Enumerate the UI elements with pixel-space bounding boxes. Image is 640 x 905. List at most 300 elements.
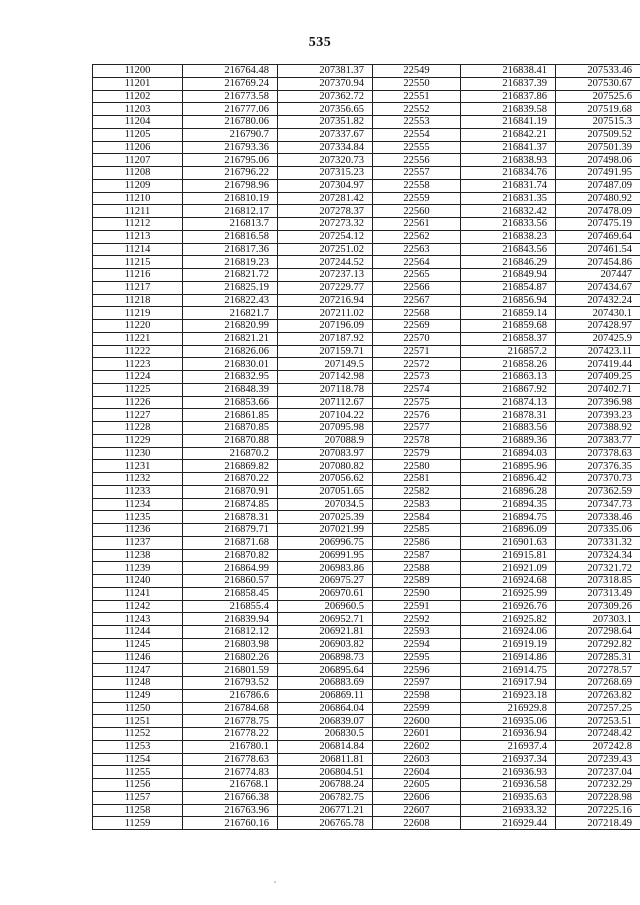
- table-cell: 207370.94: [278, 77, 373, 90]
- table-cell: 22576: [373, 409, 461, 422]
- table-cell: 207334.84: [278, 141, 373, 154]
- table-cell: 11247: [93, 664, 183, 677]
- scan-speck: [274, 881, 276, 883]
- table-cell: 216914.86: [461, 651, 556, 664]
- table-cell: 22557: [373, 167, 461, 180]
- table-cell: 216936.94: [461, 728, 556, 741]
- table-cell: 22563: [373, 243, 461, 256]
- table-cell: 216793.52: [183, 677, 278, 690]
- table-row: [93, 192, 640, 205]
- table-cell: 207335.06: [556, 524, 640, 537]
- table-row: [93, 167, 640, 180]
- table-cell: 216924.06: [461, 626, 556, 639]
- table-cell: 207251.02: [278, 243, 373, 256]
- table-cell: 207425.9: [556, 332, 640, 345]
- table-cell: 22574: [373, 383, 461, 396]
- table-cell: 216760.16: [183, 817, 278, 830]
- table-cell: 216810.19: [183, 192, 278, 205]
- table-cell: 216914.75: [461, 664, 556, 677]
- table-cell: 216870.91: [183, 485, 278, 498]
- table-cell: 206782.75: [278, 791, 373, 804]
- table-cell: 216857.2: [461, 345, 556, 358]
- table-cell: 207278.37: [278, 205, 373, 218]
- table-cell: 11210: [93, 192, 183, 205]
- table-cell: 216859.14: [461, 307, 556, 320]
- table-cell: 207396.98: [556, 396, 640, 409]
- table-cell: 216859.68: [461, 320, 556, 333]
- table-row: [93, 817, 640, 830]
- table-cell: 216801.59: [183, 664, 278, 677]
- table-cell: 207533.46: [556, 65, 640, 78]
- table-row: [93, 613, 640, 626]
- table-row: [93, 485, 640, 498]
- table-cell: 216863.13: [461, 371, 556, 384]
- table-cell: 22607: [373, 804, 461, 817]
- table-cell: 22598: [373, 689, 461, 702]
- table-cell: 22558: [373, 179, 461, 192]
- table-cell: 207244.52: [278, 256, 373, 269]
- table-row: [93, 575, 640, 588]
- table-cell: 207393.23: [556, 409, 640, 422]
- table-row: [93, 218, 640, 231]
- table-cell: 216878.31: [461, 409, 556, 422]
- table-row: [93, 562, 640, 575]
- table-row: [93, 65, 640, 78]
- table-cell: 216867.92: [461, 383, 556, 396]
- table-cell: 207383.77: [556, 434, 640, 447]
- table-row: [93, 269, 640, 282]
- table-cell: 216869.82: [183, 460, 278, 473]
- table-cell: 216870.85: [183, 422, 278, 435]
- table-cell: 216763.96: [183, 804, 278, 817]
- table-cell: 216925.82: [461, 613, 556, 626]
- table-cell: 22575: [373, 396, 461, 409]
- table-cell: 11223: [93, 358, 183, 371]
- table-cell: 216841.37: [461, 141, 556, 154]
- table-row: [93, 128, 640, 141]
- table-cell: 216925.99: [461, 587, 556, 600]
- table-cell: 22584: [373, 511, 461, 524]
- table-cell: 207196.09: [278, 320, 373, 333]
- table-cell: 216848.39: [183, 383, 278, 396]
- table-cell: 207025.39: [278, 511, 373, 524]
- table-cell: 207229.77: [278, 281, 373, 294]
- table-cell: 11213: [93, 230, 183, 243]
- table-cell: 11236: [93, 524, 183, 537]
- table-cell: 207480.92: [556, 192, 640, 205]
- table-cell: 22593: [373, 626, 461, 639]
- table-cell: 206903.82: [278, 638, 373, 651]
- table-cell: 22579: [373, 447, 461, 460]
- table-cell: 207428.97: [556, 320, 640, 333]
- table-cell: 216874.85: [183, 498, 278, 511]
- table-cell: 207313.49: [556, 587, 640, 600]
- table-row: [93, 77, 640, 90]
- table-cell: 216846.29: [461, 256, 556, 269]
- table-cell: 216817.36: [183, 243, 278, 256]
- table-cell: 216917.94: [461, 677, 556, 690]
- table-cell: 11218: [93, 294, 183, 307]
- table-cell: 207362.59: [556, 485, 640, 498]
- table-cell: 216841.19: [461, 116, 556, 129]
- table-cell: 207237.13: [278, 269, 373, 282]
- table-cell: 22572: [373, 358, 461, 371]
- table-cell: 216842.21: [461, 128, 556, 141]
- table-cell: 207285.31: [556, 651, 640, 664]
- table-cell: 216773.58: [183, 90, 278, 103]
- table-row: [93, 549, 640, 562]
- table-cell: 216926.76: [461, 600, 556, 613]
- table-cell: 216796.22: [183, 167, 278, 180]
- table-cell: 11214: [93, 243, 183, 256]
- page-number: 535: [308, 35, 332, 50]
- table-cell: 216923.18: [461, 689, 556, 702]
- table-cell: 206765.78: [278, 817, 373, 830]
- table-cell: 216831.74: [461, 179, 556, 192]
- coordinates-table: [92, 64, 640, 830]
- table-cell: 22590: [373, 587, 461, 600]
- table-cell: 22603: [373, 753, 461, 766]
- table-cell: 207239.43: [556, 753, 640, 766]
- table-cell: 216838.93: [461, 154, 556, 167]
- table-cell: 216784.68: [183, 702, 278, 715]
- table-cell: 207187.92: [278, 332, 373, 345]
- table-cell: 207278.57: [556, 664, 640, 677]
- table-cell: 206952.71: [278, 613, 373, 626]
- table-cell: 11227: [93, 409, 183, 422]
- table-cell: 216936.93: [461, 766, 556, 779]
- table-cell: 22578: [373, 434, 461, 447]
- table-cell: 216837.86: [461, 90, 556, 103]
- table-cell: 216786.6: [183, 689, 278, 702]
- table-cell: 11259: [93, 817, 183, 830]
- table-cell: 207298.64: [556, 626, 640, 639]
- table-cell: 22565: [373, 269, 461, 282]
- table-row: [93, 753, 640, 766]
- table-cell: 216901.63: [461, 536, 556, 549]
- table-cell: 207218.49: [556, 817, 640, 830]
- table-row: [93, 677, 640, 690]
- table-cell: 207376.35: [556, 460, 640, 473]
- table-cell: 216832.42: [461, 205, 556, 218]
- table-cell: 11240: [93, 575, 183, 588]
- table-cell: 207320.73: [278, 154, 373, 167]
- table-cell: 11225: [93, 383, 183, 396]
- table-cell: 216896.42: [461, 473, 556, 486]
- table-cell: 207469.64: [556, 230, 640, 243]
- table-cell: 216839.58: [461, 103, 556, 116]
- table-row: [93, 498, 640, 511]
- table-cell: 216853.66: [183, 396, 278, 409]
- table-cell: 11226: [93, 396, 183, 409]
- table-cell: 22553: [373, 116, 461, 129]
- table-cell: 216929.44: [461, 817, 556, 830]
- table-cell: 206804.51: [278, 766, 373, 779]
- table-cell: 216870.2: [183, 447, 278, 460]
- table-cell: 216812.12: [183, 626, 278, 639]
- table-cell: 206921.81: [278, 626, 373, 639]
- table-row: [93, 600, 640, 613]
- table-cell: 11253: [93, 740, 183, 753]
- table-row: [93, 320, 640, 333]
- table-cell: 22599: [373, 702, 461, 715]
- table-cell: 22580: [373, 460, 461, 473]
- table-cell: 207461.54: [556, 243, 640, 256]
- table-cell: 207530.67: [556, 77, 640, 90]
- table-cell: 216777.06: [183, 103, 278, 116]
- table-cell: 216813.7: [183, 218, 278, 231]
- table-cell: 22594: [373, 638, 461, 651]
- table-cell: 207378.63: [556, 447, 640, 460]
- table-cell: 207225.16: [556, 804, 640, 817]
- table-cell: 207315.23: [278, 167, 373, 180]
- table-cell: 216879.71: [183, 524, 278, 537]
- table-cell: 22567: [373, 294, 461, 307]
- table-cell: 207409.25: [556, 371, 640, 384]
- table-cell: 11229: [93, 434, 183, 447]
- table-cell: 207525.6: [556, 90, 640, 103]
- table-cell: 11217: [93, 281, 183, 294]
- table-cell: 22560: [373, 205, 461, 218]
- table-cell: 22556: [373, 154, 461, 167]
- table-cell: 11215: [93, 256, 183, 269]
- table-cell: 216858.26: [461, 358, 556, 371]
- table-cell: 206811.81: [278, 753, 373, 766]
- table-row: [93, 626, 640, 639]
- table-cell: 207021.99: [278, 524, 373, 537]
- table-cell: 207237.04: [556, 766, 640, 779]
- table-row: [93, 779, 640, 792]
- table-cell: 207370.73: [556, 473, 640, 486]
- table-cell: 207273.32: [278, 218, 373, 231]
- table-cell: 207347.73: [556, 498, 640, 511]
- table-cell: 206814.84: [278, 740, 373, 753]
- table-cell: 216798.96: [183, 179, 278, 192]
- table-cell: 11257: [93, 791, 183, 804]
- table-cell: 207356.65: [278, 103, 373, 116]
- table-cell: 207303.1: [556, 613, 640, 626]
- table-cell: 206869.11: [278, 689, 373, 702]
- table-cell: 207381.37: [278, 65, 373, 78]
- table-cell: 216895.96: [461, 460, 556, 473]
- table-cell: 216764.48: [183, 65, 278, 78]
- table-cell: 11235: [93, 511, 183, 524]
- table-cell: 22566: [373, 281, 461, 294]
- table-cell: 11207: [93, 154, 183, 167]
- table-cell: 216878.31: [183, 511, 278, 524]
- table-row: [93, 371, 640, 384]
- table-cell: 11204: [93, 116, 183, 129]
- table-cell: 216778.75: [183, 715, 278, 728]
- table-row: [93, 141, 640, 154]
- table-cell: 207338.46: [556, 511, 640, 524]
- table-cell: 22596: [373, 664, 461, 677]
- table-row: [93, 103, 640, 116]
- table-cell: 216894.35: [461, 498, 556, 511]
- table-cell: 11246: [93, 651, 183, 664]
- table-cell: 11258: [93, 804, 183, 817]
- table-row: [93, 766, 640, 779]
- table-cell: 22606: [373, 791, 461, 804]
- table-cell: 207434.67: [556, 281, 640, 294]
- table-row: [93, 791, 640, 804]
- table-cell: 207211.02: [278, 307, 373, 320]
- table-cell: 11256: [93, 779, 183, 792]
- table-cell: 22568: [373, 307, 461, 320]
- table-cell: 216830.01: [183, 358, 278, 371]
- table-cell: 11242: [93, 600, 183, 613]
- table-cell: 22588: [373, 562, 461, 575]
- table-cell: 206996.75: [278, 536, 373, 549]
- table-cell: 216929.8: [461, 702, 556, 715]
- table-cell: 11219: [93, 307, 183, 320]
- table-row: [93, 524, 640, 537]
- table-cell: 207253.51: [556, 715, 640, 728]
- table-cell: 216831.35: [461, 192, 556, 205]
- table-cell: 216778.63: [183, 753, 278, 766]
- table-cell: 22549: [373, 65, 461, 78]
- table-cell: 207051.65: [278, 485, 373, 498]
- table-cell: 207498.06: [556, 154, 640, 167]
- table-cell: 216821.72: [183, 269, 278, 282]
- table-cell: 11220: [93, 320, 183, 333]
- table-cell: 207281.42: [278, 192, 373, 205]
- table-cell: 216864.99: [183, 562, 278, 575]
- table-cell: 216821.21: [183, 332, 278, 345]
- table-row: [93, 460, 640, 473]
- table-cell: 22573: [373, 371, 461, 384]
- table-cell: 216894.75: [461, 511, 556, 524]
- table-cell: 11251: [93, 715, 183, 728]
- table-cell: 216766.38: [183, 791, 278, 804]
- table-cell: 216849.94: [461, 269, 556, 282]
- table-row: [93, 332, 640, 345]
- table-cell: 22550: [373, 77, 461, 90]
- table-row: [93, 536, 640, 549]
- table-cell: 207118.78: [278, 383, 373, 396]
- table-cell: 22591: [373, 600, 461, 613]
- table-cell: 207263.82: [556, 689, 640, 702]
- table-cell: 22587: [373, 549, 461, 562]
- table-row: [93, 243, 640, 256]
- table-row: [93, 90, 640, 103]
- table-cell: 207056.62: [278, 473, 373, 486]
- table-cell: 216774.83: [183, 766, 278, 779]
- table-cell: 216795.06: [183, 154, 278, 167]
- table-cell: 11234: [93, 498, 183, 511]
- table-cell: 216793.36: [183, 141, 278, 154]
- table-row: [93, 230, 640, 243]
- table-row: [93, 447, 640, 460]
- table-cell: 11212: [93, 218, 183, 231]
- table-cell: 11231: [93, 460, 183, 473]
- table-cell: 207318.85: [556, 575, 640, 588]
- table-cell: 22601: [373, 728, 461, 741]
- table-cell: 22581: [373, 473, 461, 486]
- table-cell: 11202: [93, 90, 183, 103]
- table-cell: 216861.85: [183, 409, 278, 422]
- table-cell: 207478.09: [556, 205, 640, 218]
- table-cell: 216933.32: [461, 804, 556, 817]
- table-cell: 206898.73: [278, 651, 373, 664]
- table-cell: 216826.06: [183, 345, 278, 358]
- table-cell: 216834.76: [461, 167, 556, 180]
- table-row: [93, 511, 640, 524]
- table-cell: 207515.3: [556, 116, 640, 129]
- table-cell: 216935.06: [461, 715, 556, 728]
- table-cell: 207337.67: [278, 128, 373, 141]
- table-cell: 207257.25: [556, 702, 640, 715]
- table-cell: 11224: [93, 371, 183, 384]
- table-cell: 216769.24: [183, 77, 278, 90]
- table-cell: 216812.17: [183, 205, 278, 218]
- table-cell: 207432.24: [556, 294, 640, 307]
- table-cell: 216894.03: [461, 447, 556, 460]
- table-cell: 11252: [93, 728, 183, 741]
- table-cell: 22592: [373, 613, 461, 626]
- table-row: [93, 281, 640, 294]
- table-cell: 216870.88: [183, 434, 278, 447]
- table-cell: 216921.09: [461, 562, 556, 575]
- table-cell: 11245: [93, 638, 183, 651]
- table-row: [93, 396, 640, 409]
- table-cell: 216778.22: [183, 728, 278, 741]
- table-cell: 216924.68: [461, 575, 556, 588]
- table-cell: 207242.8: [556, 740, 640, 753]
- table-cell: 22559: [373, 192, 461, 205]
- table-cell: 207216.94: [278, 294, 373, 307]
- table-cell: 11243: [93, 613, 183, 626]
- table-row: [93, 256, 640, 269]
- table-row: [93, 409, 640, 422]
- table-cell: 207232.29: [556, 779, 640, 792]
- table-cell: 11250: [93, 702, 183, 715]
- table-cell: 22595: [373, 651, 461, 664]
- table-cell: 11216: [93, 269, 183, 282]
- table-cell: 216839.94: [183, 613, 278, 626]
- table-cell: 22604: [373, 766, 461, 779]
- table-row: [93, 358, 640, 371]
- table-cell: 216838.41: [461, 65, 556, 78]
- table-cell: 11248: [93, 677, 183, 690]
- table-row: [93, 307, 640, 320]
- table-cell: 216854.87: [461, 281, 556, 294]
- table-cell: 207034.5: [278, 498, 373, 511]
- table-cell: 11233: [93, 485, 183, 498]
- table-cell: 216896.09: [461, 524, 556, 537]
- table-cell: 206788.24: [278, 779, 373, 792]
- table-cell: 216919.19: [461, 638, 556, 651]
- table-row: [93, 154, 640, 167]
- table-cell: 216874.13: [461, 396, 556, 409]
- table-cell: 207519.68: [556, 103, 640, 116]
- table-cell: 207080.82: [278, 460, 373, 473]
- table-cell: 207149.5: [278, 358, 373, 371]
- table-cell: 11228: [93, 422, 183, 435]
- table-cell: 216889.36: [461, 434, 556, 447]
- table-cell: 216821.7: [183, 307, 278, 320]
- table-cell: 207088.9: [278, 434, 373, 447]
- table-cell: 216803.98: [183, 638, 278, 651]
- table-cell: 207475.19: [556, 218, 640, 231]
- table-cell: 22569: [373, 320, 461, 333]
- table-row: [93, 422, 640, 435]
- table-cell: 11221: [93, 332, 183, 345]
- table-row: [93, 294, 640, 307]
- table-cell: 22570: [373, 332, 461, 345]
- table-cell: 207104.22: [278, 409, 373, 422]
- table-cell: 207501.39: [556, 141, 640, 154]
